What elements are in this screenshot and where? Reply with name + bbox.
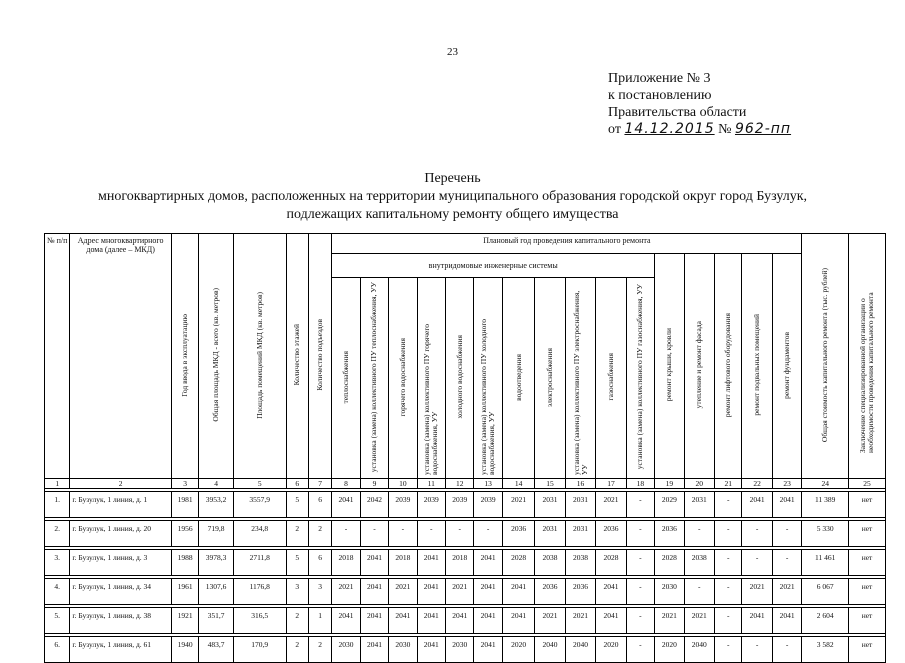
table-cell: -: [742, 637, 772, 663]
table-cell: 2030: [446, 637, 474, 663]
number-prefix: №: [718, 122, 732, 137]
table-cell: 2021: [596, 492, 626, 518]
table-cell: 2030: [332, 637, 360, 663]
table-cell: 2031: [535, 492, 565, 518]
table-cell: 2041: [772, 492, 802, 518]
header-cost: Общая стоимость капитального ремонта (тыс. рублей): [802, 234, 849, 479]
table-cell: 2042: [360, 492, 388, 518]
table-cell: 1981: [171, 492, 198, 518]
table-cell: 2030: [389, 637, 417, 663]
table-cell: 1: [308, 608, 331, 634]
address-cell: г. Бузулук, 1 линия, д. 61: [70, 637, 172, 663]
table-cell: 2036: [596, 521, 626, 547]
address-cell: г. Бузулук, 1 линия, д. 3: [70, 550, 172, 576]
table-cell: 6: [308, 550, 331, 576]
table-cell: 2: [286, 521, 308, 547]
table-cell: 316,5: [233, 608, 286, 634]
header-sub-gas-meter: установка (замена) коллективного ПУ газоснабжения, УУ: [626, 278, 654, 479]
table-cell: -: [626, 608, 654, 634]
header-facade: утепление и ремонт фасада: [684, 254, 714, 479]
column-number: 15: [535, 479, 565, 489]
table-cell: 2039: [446, 492, 474, 518]
table-cell: 3: [308, 579, 331, 605]
table-cell: 2041: [596, 608, 626, 634]
table-cell: -: [742, 521, 772, 547]
column-number: 19: [655, 479, 684, 489]
header-sub-cold-water-meter: установка (замена) коллективного ПУ холодного водоснабжения, УУ: [474, 278, 502, 479]
table-cell: 2041: [360, 579, 388, 605]
table-cell: 11 389: [802, 492, 849, 518]
table-cell: -: [772, 521, 802, 547]
table-cell: -: [626, 521, 654, 547]
column-number: 10: [389, 479, 417, 489]
table-cell: 2711,8: [233, 550, 286, 576]
table-cell: нет: [849, 521, 886, 547]
table-cell: -: [626, 579, 654, 605]
column-number: 9: [360, 479, 388, 489]
column-number: 5: [233, 479, 286, 489]
table-row: [45, 492, 886, 518]
table-cell: 2018: [332, 550, 360, 576]
title-line-3: подлежащих капитальному ремонту общего имущества: [286, 207, 619, 222]
table-cell: 2030: [655, 579, 684, 605]
table-cell: 2041: [474, 579, 502, 605]
column-number: 7: [308, 479, 331, 489]
table-cell: 2021: [684, 608, 714, 634]
table-cell: 2021: [502, 492, 534, 518]
column-number: 22: [742, 479, 772, 489]
table-cell: 2039: [389, 492, 417, 518]
table-cell: 2041: [742, 492, 772, 518]
table-cell: -: [446, 521, 474, 547]
appendix-date-line: [608, 121, 791, 138]
table-cell: -: [626, 492, 654, 518]
table-cell: 5: [286, 550, 308, 576]
column-number: 6: [286, 479, 308, 489]
table-cell: 2021: [332, 579, 360, 605]
row-number-cell: 4.: [45, 579, 70, 605]
table-cell: -: [715, 637, 742, 663]
header-sub-electricity: электроснабжения: [535, 278, 565, 479]
table-cell: 3: [286, 579, 308, 605]
table-cell: 2031: [535, 521, 565, 547]
table-row: [45, 521, 886, 547]
table-cell: 2041: [417, 550, 445, 576]
table-cell: 2: [286, 608, 308, 634]
address-cell: г. Бузулук, 1 линия, д. 38: [70, 608, 172, 634]
table-cell: 351,7: [199, 608, 234, 634]
table-cell: 2036: [535, 579, 565, 605]
title-line-1: Перечень: [424, 171, 481, 186]
table-cell: 2038: [535, 550, 565, 576]
table-cell: -: [417, 521, 445, 547]
houses-table: [44, 233, 886, 663]
table-cell: 2041: [502, 608, 534, 634]
table-cell: 2040: [565, 637, 595, 663]
table-cell: 2041: [474, 608, 502, 634]
table-cell: 2039: [417, 492, 445, 518]
header-sub-heating: теплоснабжения: [332, 278, 360, 479]
header-engineering-group: внутридомовые инженерные системы: [332, 254, 655, 278]
table-cell: 2: [308, 637, 331, 663]
header-plan-group: Плановый год проведения капитального ремонта: [332, 234, 802, 254]
table-row: [45, 608, 886, 634]
table-cell: 2020: [596, 637, 626, 663]
table-row: [45, 637, 886, 663]
header-sub-hot-water-meter: установка (замена) коллективного ПУ горячего водоснабжения, УУ: [417, 278, 445, 479]
row-number-cell: 1.: [45, 492, 70, 518]
column-number: 18: [626, 479, 654, 489]
table-cell: -: [332, 521, 360, 547]
handwritten-date: 14.12.2015: [624, 121, 715, 137]
table-cell: 2021: [446, 579, 474, 605]
table-cell: 2029: [655, 492, 684, 518]
table-cell: 2020: [502, 637, 534, 663]
column-number: 25: [849, 479, 886, 489]
column-number: 11: [417, 479, 445, 489]
header-entrances: Количество подъездов: [308, 234, 331, 479]
table-cell: 2038: [684, 550, 714, 576]
table-cell: 1940: [171, 637, 198, 663]
table-cell: 2: [308, 521, 331, 547]
row-number-cell: 5.: [45, 608, 70, 634]
address-cell: г. Бузулук, 1 линия, д. 20: [70, 521, 172, 547]
address-cell: г. Бузулук, 1 линия, д. 34: [70, 579, 172, 605]
table-cell: 2040: [535, 637, 565, 663]
table-cell: 2028: [596, 550, 626, 576]
header-sub-cold-water: холодного водоснабжения: [446, 278, 474, 479]
table-cell: 1176,8: [233, 579, 286, 605]
table-cell: 2020: [655, 637, 684, 663]
table-cell: -: [389, 521, 417, 547]
address-cell: г. Бузулук, 1 линия, д. 1: [70, 492, 172, 518]
column-number: 13: [474, 479, 502, 489]
table-cell: 1921: [171, 608, 198, 634]
column-number: 12: [446, 479, 474, 489]
table-cell: 1988: [171, 550, 198, 576]
table-cell: 2018: [389, 550, 417, 576]
column-number: 16: [565, 479, 595, 489]
column-number: 1: [45, 479, 70, 489]
header-foundation: ремонт фундаментов: [772, 254, 802, 479]
table-cell: 2021: [389, 579, 417, 605]
column-number: 20: [684, 479, 714, 489]
appendix-block: [608, 70, 791, 138]
header-elevator: ремонт лифтового оборудования: [715, 254, 742, 479]
page-number: 23: [447, 46, 458, 58]
table-cell: 483,7: [199, 637, 234, 663]
table-row: [45, 550, 886, 576]
column-number: 24: [802, 479, 849, 489]
table-cell: 11 461: [802, 550, 849, 576]
table-cell: -: [715, 550, 742, 576]
appendix-line-3: Правительства области: [608, 105, 747, 120]
table-cell: 3 582: [802, 637, 849, 663]
table-row: [45, 579, 886, 605]
handwritten-number: 962-пп: [734, 121, 792, 137]
table-cell: 3978,3: [199, 550, 234, 576]
table-cell: -: [626, 637, 654, 663]
header-roof: ремонт крыши, кровли: [655, 254, 684, 479]
table-cell: -: [715, 608, 742, 634]
column-number: 3: [171, 479, 198, 489]
table-cell: 2028: [502, 550, 534, 576]
table-cell: 6 067: [802, 579, 849, 605]
table-cell: 2021: [535, 608, 565, 634]
table-cell: 234,8: [233, 521, 286, 547]
title-line-2: многоквартирных домов, расположенных на территории муниципального образования городской округ город Бузулук,: [98, 189, 807, 204]
header-sub-heating-meter: установка (замена) коллективного ПУ теплоснабжения, УУ: [360, 278, 388, 479]
table-cell: 2036: [655, 521, 684, 547]
column-number: 4: [199, 479, 234, 489]
table-cell: 2039: [474, 492, 502, 518]
header-sub-gas: газоснабжения: [596, 278, 626, 479]
table-cell: 2041: [474, 637, 502, 663]
table-cell: -: [772, 637, 802, 663]
table-cell: -: [715, 579, 742, 605]
table-cell: 170,9: [233, 637, 286, 663]
row-number-cell: 6.: [45, 637, 70, 663]
table-cell: -: [715, 521, 742, 547]
header-sub-drainage: водоотведения: [502, 278, 534, 479]
header-premises-area: Площадь помещений МКД (кв. метров): [233, 234, 286, 479]
date-prefix: от: [608, 122, 621, 137]
header-year: Год ввода в эксплуатацию: [171, 234, 198, 479]
column-number: 21: [715, 479, 742, 489]
header-address: Адрес многоквартирного дома (далее – МКД): [70, 234, 172, 479]
table-cell: 2041: [417, 579, 445, 605]
table-cell: 2: [286, 637, 308, 663]
column-number: 8: [332, 479, 360, 489]
table-cell: 2041: [417, 637, 445, 663]
table-cell: нет: [849, 492, 886, 518]
table-cell: -: [626, 550, 654, 576]
table-cell: нет: [849, 550, 886, 576]
table-cell: 2041: [332, 492, 360, 518]
column-number: 23: [772, 479, 802, 489]
table-cell: 2041: [772, 608, 802, 634]
table-cell: 2 604: [802, 608, 849, 634]
table-cell: 2021: [772, 579, 802, 605]
table-cell: 2041: [474, 550, 502, 576]
table-cell: 2021: [742, 579, 772, 605]
column-number: 17: [596, 479, 626, 489]
column-number: 2: [70, 479, 172, 489]
header-num: № п/п: [45, 234, 70, 479]
row-number-cell: 2.: [45, 521, 70, 547]
table-cell: 2041: [446, 608, 474, 634]
table-cell: 2040: [684, 637, 714, 663]
table-cell: -: [684, 521, 714, 547]
table-cell: 2038: [565, 550, 595, 576]
table-cell: 2031: [684, 492, 714, 518]
appendix-line-1: Приложение № 3: [608, 71, 711, 86]
table-cell: 2041: [742, 608, 772, 634]
table-cell: 2041: [360, 637, 388, 663]
table-cell: 2031: [565, 492, 595, 518]
table-cell: 2021: [565, 608, 595, 634]
header-basement: ремонт подвальных помещений: [742, 254, 772, 479]
table-cell: 1307,6: [199, 579, 234, 605]
table-cell: -: [684, 579, 714, 605]
table-cell: -: [715, 492, 742, 518]
table-cell: 719,8: [199, 521, 234, 547]
table-cell: 2036: [502, 521, 534, 547]
header-conclusion: Заключение специализированной организации о необходимости проведения капитального ремонта: [849, 234, 886, 479]
appendix-line-2: к постановлению: [608, 88, 712, 103]
column-number: 14: [502, 479, 534, 489]
table-cell: 3953,2: [199, 492, 234, 518]
table-cell: 2041: [332, 608, 360, 634]
header-sub-hot-water: горячего водоснабжения: [389, 278, 417, 479]
table-cell: 2031: [565, 521, 595, 547]
column-numbers-row: [45, 479, 886, 489]
row-number-cell: 3.: [45, 550, 70, 576]
table-cell: 2041: [360, 550, 388, 576]
table-cell: 3557,9: [233, 492, 286, 518]
header-sub-electricity-meter: установка (замена) коллективного ПУ электроснабжения, УУ: [565, 278, 595, 479]
table-cell: -: [772, 550, 802, 576]
table-cell: 5: [286, 492, 308, 518]
table-cell: 2028: [655, 550, 684, 576]
table-cell: 2041: [417, 608, 445, 634]
table-cell: нет: [849, 608, 886, 634]
table-cell: 1956: [171, 521, 198, 547]
table-cell: 2036: [565, 579, 595, 605]
header-floors: Количество этажей: [286, 234, 308, 479]
table-cell: 5 330: [802, 521, 849, 547]
header-total-area: Общая площадь МКД - всего (кв. метров): [199, 234, 234, 479]
table-cell: 2041: [596, 579, 626, 605]
table-cell: 2021: [655, 608, 684, 634]
table-cell: 1961: [171, 579, 198, 605]
table-cell: 2041: [502, 579, 534, 605]
table-cell: -: [742, 550, 772, 576]
table-cell: 6: [308, 492, 331, 518]
table-cell: -: [474, 521, 502, 547]
table-cell: нет: [849, 579, 886, 605]
table-cell: 2041: [389, 608, 417, 634]
table-cell: нет: [849, 637, 886, 663]
table-cell: -: [360, 521, 388, 547]
table-cell: 2041: [360, 608, 388, 634]
table-cell: 2018: [446, 550, 474, 576]
